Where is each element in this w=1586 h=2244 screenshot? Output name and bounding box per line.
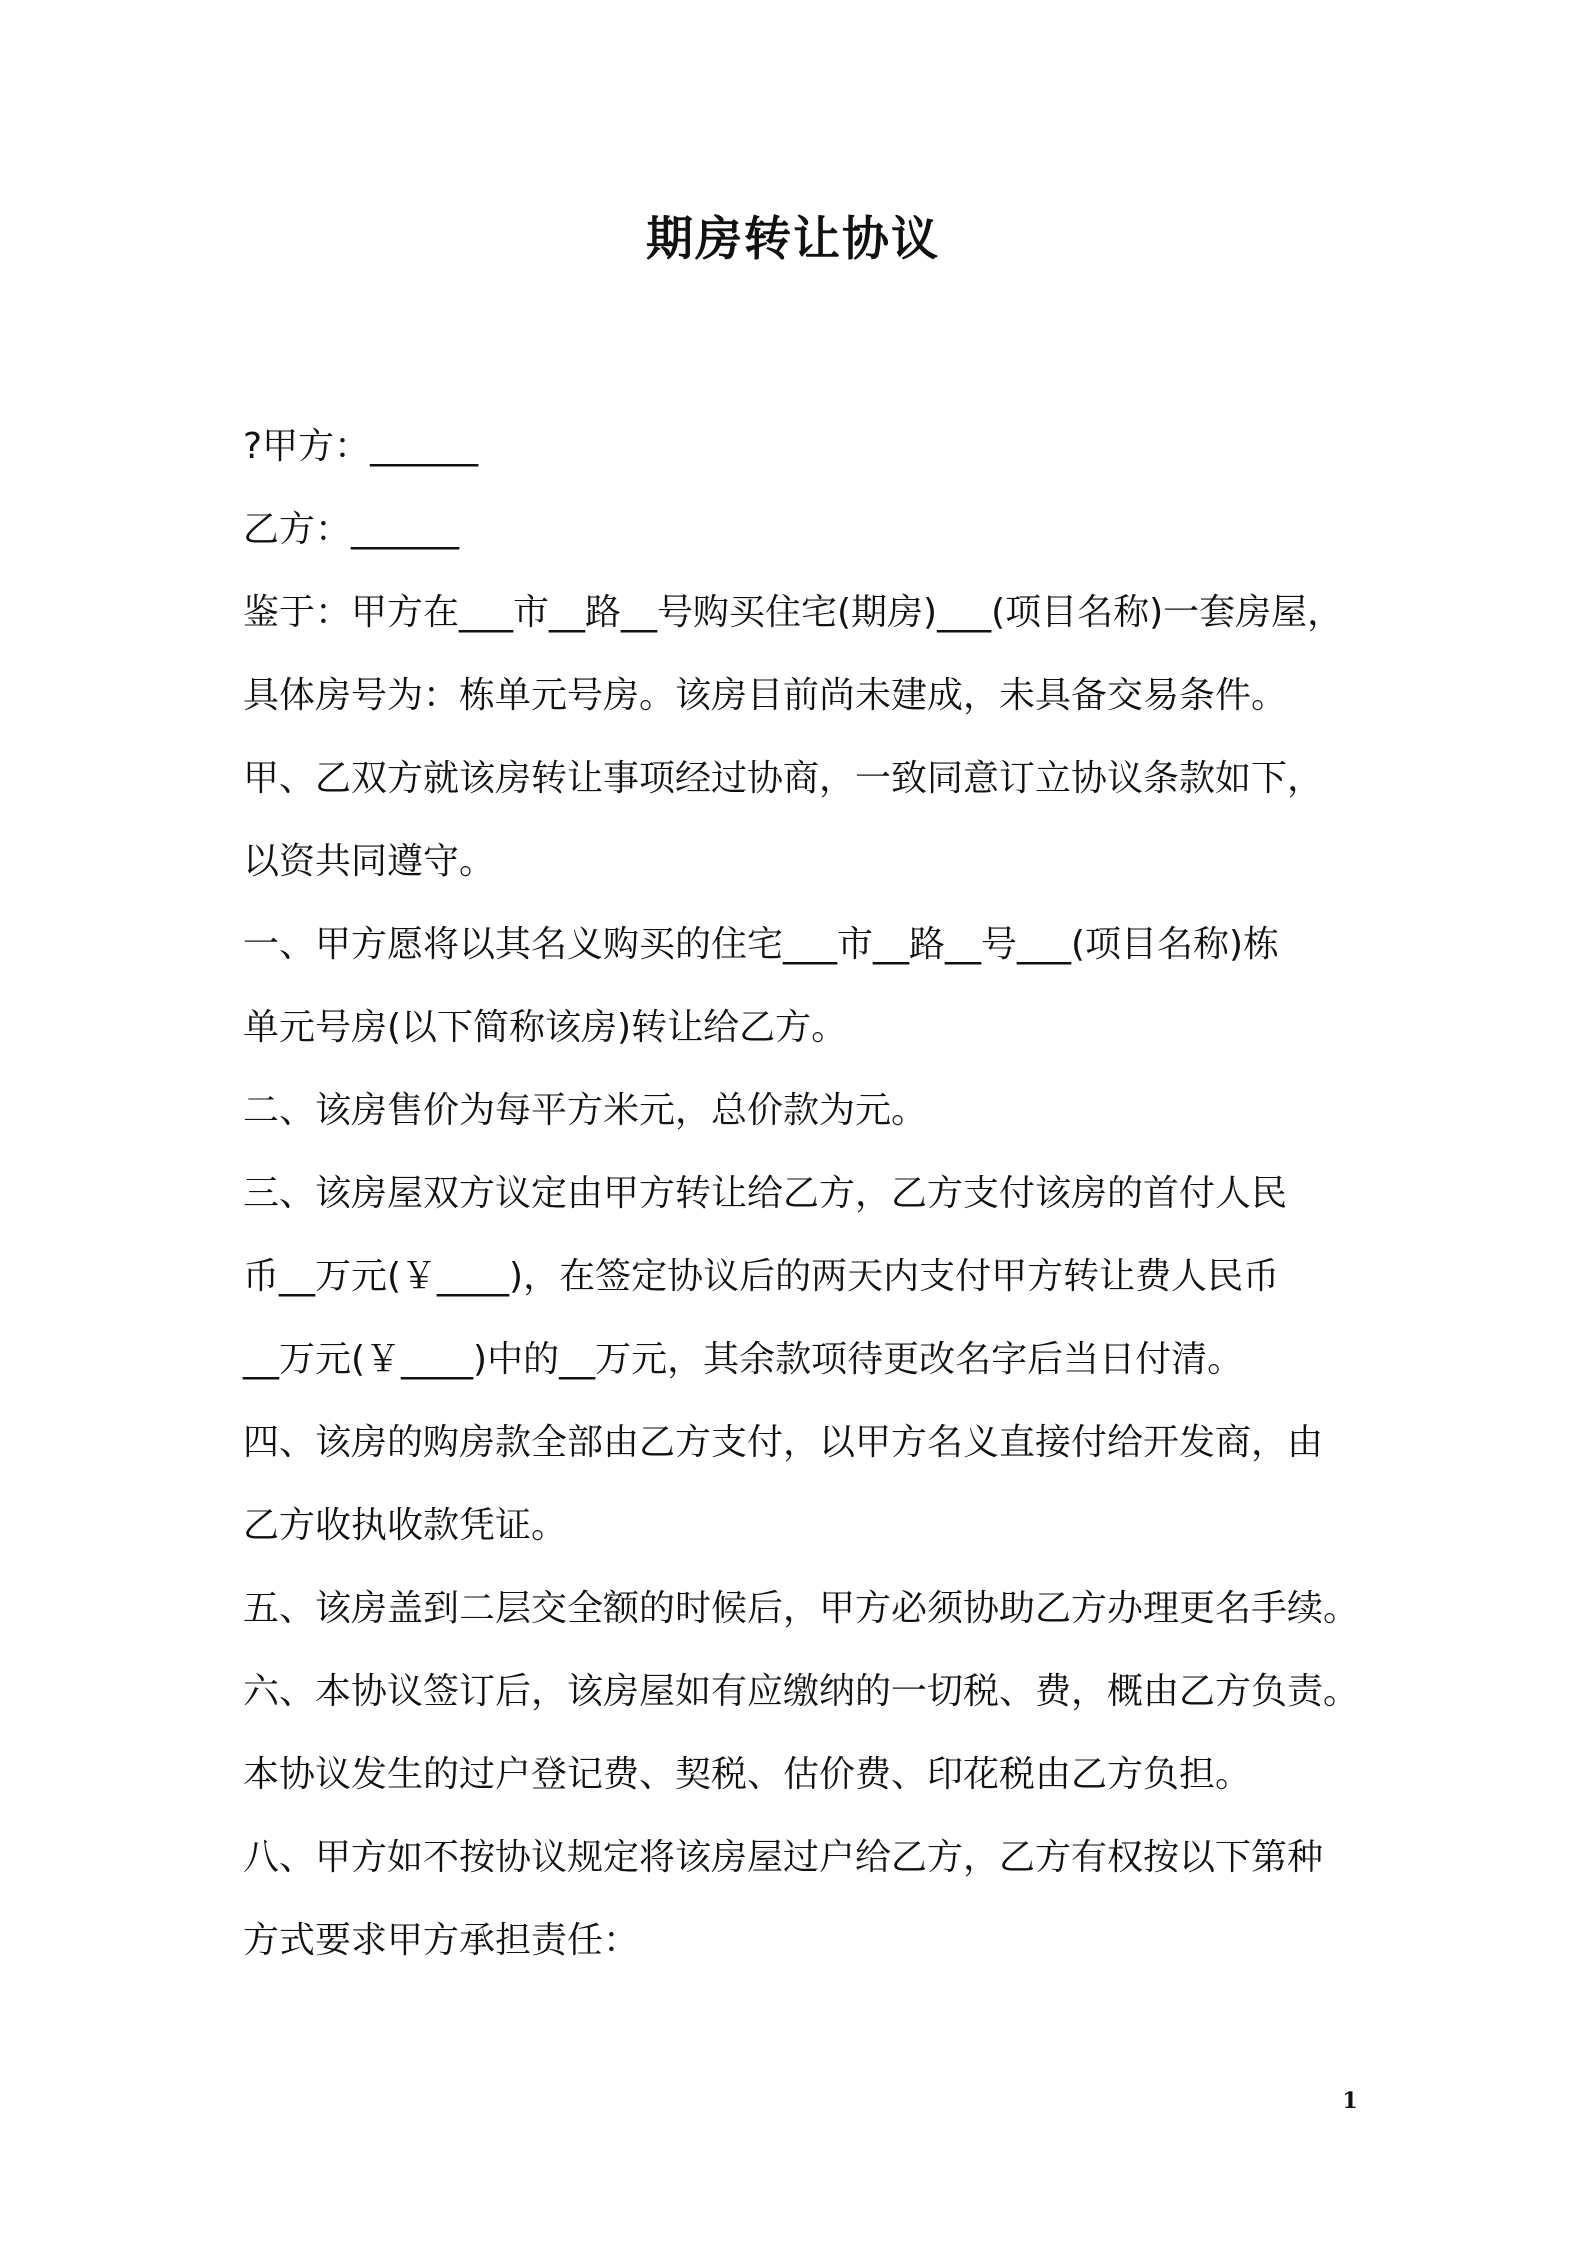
preamble-line: 具体房号为：栋单元号房。该房目前尚未建成，未具备交易条件。 — [243, 675, 1288, 716]
fees-line: 本协议发生的过户登记费、契税、估价费、印花税由乙方负担。 — [243, 1754, 1252, 1795]
clause-6-line: 六、本协议签订后，该房屋如有应缴纳的一切税、费，概由乙方负责。 — [243, 1671, 1360, 1712]
document-body — [243, 405, 1373, 1982]
clause-3-line: 币__万元(￥____)，在签定协议后的两天内支付甲方转让费人民币 — [243, 1256, 1280, 1297]
clause-5-line: 五、该房盖到二层交全额的时候后，甲方必须协助乙方办理更名手续。 — [243, 1588, 1360, 1629]
party-b-line: 乙方：______ — [243, 509, 460, 550]
document-title: 期房转让协议 — [646, 212, 940, 267]
clause-8-line: 八、甲方如不按协议规定将该房屋过户给乙方，乙方有权按以下第种 — [243, 1837, 1324, 1878]
page-number: 1 — [1342, 2088, 1358, 2114]
party-a-line: ?甲方：______ — [243, 426, 479, 467]
clause-2-line: 二、该房售价为每平方米元，总价款为元。 — [243, 1090, 928, 1131]
preamble-line: 鉴于：甲方在___市__路__号购买住宅(期房)___(项目名称)一套房屋， — [243, 592, 1344, 633]
clause-3-line: 三、该房屋双方议定由甲方转让给乙方，乙方支付该房的首付人民 — [243, 1173, 1288, 1214]
clause-3-line: __万元(￥____)中的__万元，其余款项待更改名字后当日付清。 — [243, 1339, 1244, 1380]
preamble-line: 以资共同遵守。 — [243, 841, 496, 882]
preamble-line: 甲、乙双方就该房转让事项经过协商，一致同意订立协议条款如下， — [243, 758, 1324, 799]
clause-1-line: 单元号房(以下简称该房)转让给乙方。 — [243, 1007, 848, 1048]
clause-1-line: 一、甲方愿将以其名义购买的住宅___市__路__号___(项目名称)栋 — [243, 924, 1280, 965]
clause-8-line: 方式要求甲方承担责任： — [243, 1920, 640, 1961]
clause-4-line: 乙方收执收款凭证。 — [243, 1505, 568, 1546]
clause-4-line: 四、该房的购房款全部由乙方支付，以甲方名义直接付给开发商，由 — [243, 1422, 1324, 1463]
